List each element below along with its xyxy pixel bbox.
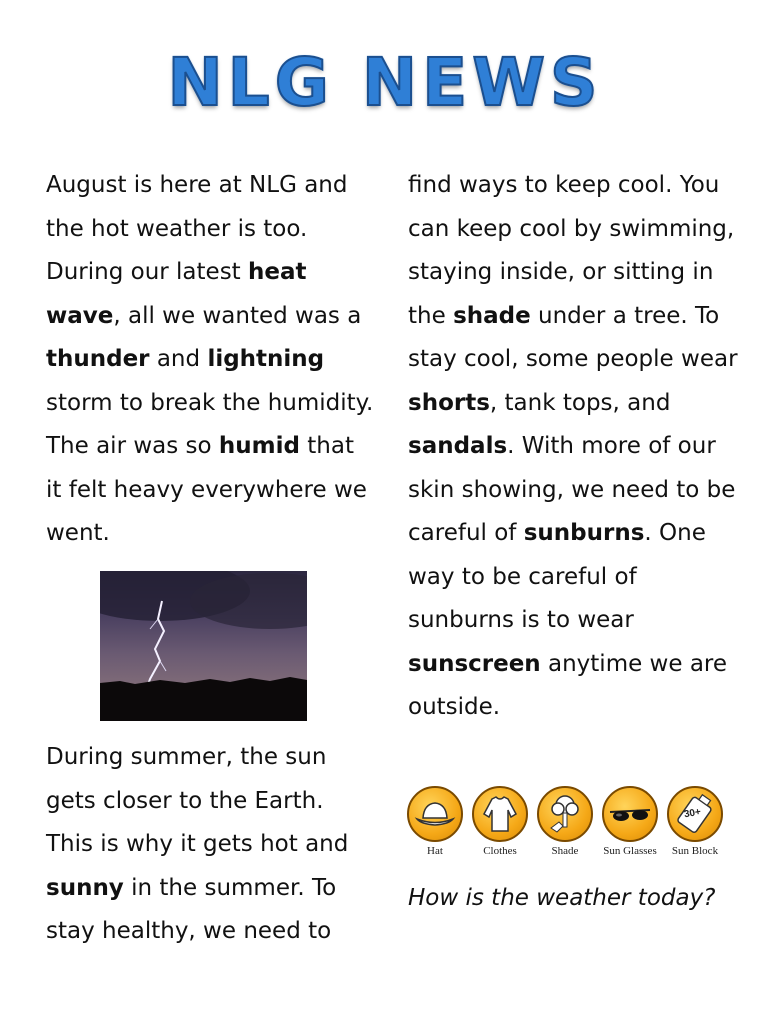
icon-label: Shade bbox=[551, 845, 579, 857]
vocab-word: sandals bbox=[408, 433, 508, 459]
article-column-left-top bbox=[46, 164, 376, 556]
sun-glasses-icon bbox=[602, 786, 658, 842]
text-run: in the summer. To stay healthy, we need to bbox=[46, 874, 337, 944]
article-column-right bbox=[408, 164, 738, 730]
icon-label: Sun Glasses bbox=[603, 845, 657, 857]
icon-item-sun-glasses bbox=[599, 786, 661, 857]
vocab-word: shorts bbox=[408, 389, 490, 416]
text-run: , all we wanted was a bbox=[113, 302, 362, 329]
intro-paragraph bbox=[46, 164, 376, 556]
text-run: , tank tops, and bbox=[489, 389, 671, 416]
sun-safety-icons bbox=[404, 786, 724, 866]
text-run: . One way to be careful of sunburns is to wear bbox=[408, 520, 706, 633]
vocab-word: thunder bbox=[46, 346, 150, 372]
shade-icon bbox=[537, 786, 593, 842]
text-run: storm to break the humidity. The air was so bbox=[46, 389, 374, 459]
text-run: . With more of our skin showing, we need to be careful of bbox=[408, 433, 736, 546]
keep-cool-paragraph bbox=[408, 164, 738, 730]
page-title: NLG NEWS bbox=[167, 44, 603, 121]
text-run: anytime we are outside. bbox=[408, 650, 728, 720]
weather-question: How is the weather today? bbox=[408, 885, 716, 911]
vocab-word: shade bbox=[453, 302, 531, 329]
icon-item-hat bbox=[404, 786, 466, 857]
vocab-word: sunburns bbox=[523, 520, 645, 546]
icon-item-clothes bbox=[469, 786, 531, 857]
text-run: that it felt heavy everywhere we went. bbox=[46, 433, 367, 546]
sun-block-icon bbox=[667, 786, 723, 842]
article-column-left-bottom bbox=[46, 736, 376, 954]
summer-paragraph bbox=[46, 736, 376, 954]
icon-item-shade bbox=[534, 786, 596, 857]
clothes-icon bbox=[472, 786, 528, 842]
icon-item-sun-block bbox=[664, 786, 726, 857]
icon-label: Clothes bbox=[483, 845, 517, 857]
icon-label: Hat bbox=[427, 845, 443, 857]
text-run: During summer, the sun gets closer to the Earth. This is why it gets hot and bbox=[46, 744, 349, 857]
icon-label: Sun Block bbox=[671, 845, 719, 857]
spf-badge: 30+ bbox=[683, 806, 702, 821]
hat-icon bbox=[407, 786, 463, 842]
text-run: find ways to keep cool. You can keep cool by swimming, staying inside, or sitting in the bbox=[408, 172, 735, 329]
vocab-word: humid bbox=[218, 433, 300, 459]
text-run: under a tree. To stay cool, some people wear bbox=[408, 302, 738, 372]
vocab-word: sunscreen bbox=[408, 650, 541, 677]
text-run: August is here at NLG and the hot weather is too. During our latest bbox=[46, 172, 348, 285]
lightning-storm-photo bbox=[100, 571, 307, 721]
vocab-word: sunny bbox=[46, 874, 124, 901]
text-run: and bbox=[149, 346, 208, 372]
vocab-word: lightning bbox=[207, 346, 325, 372]
vocab-word: heat wave bbox=[46, 259, 307, 329]
